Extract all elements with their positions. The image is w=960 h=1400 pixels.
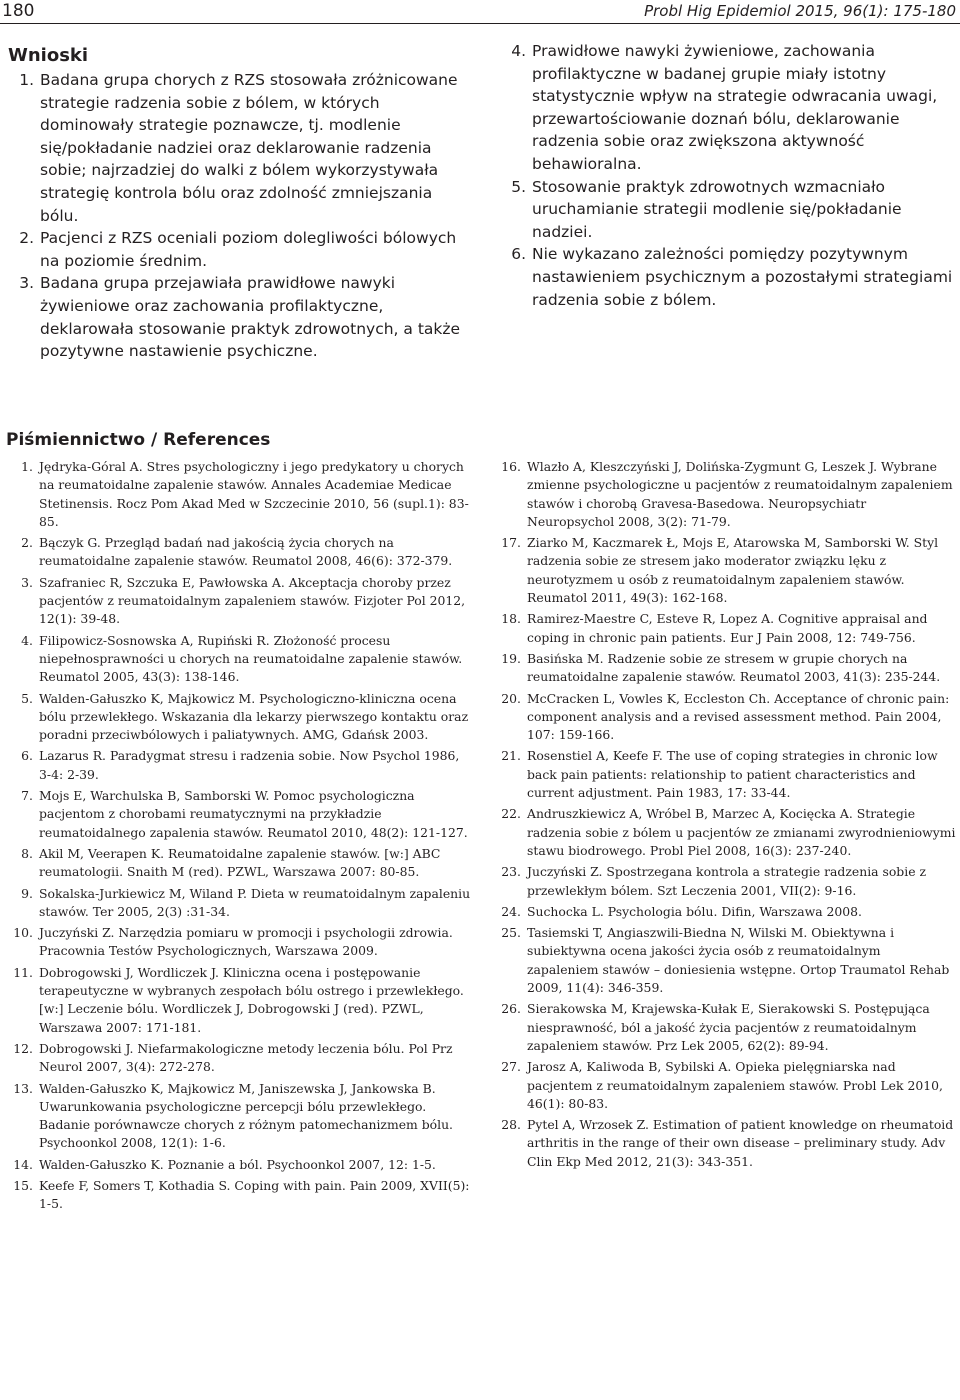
page-header [0,0,960,22]
conclusion-item [500,40,956,176]
reference-text: Jędryka-Góral A. Stres psychologiczny i jego predykatory u chorych na reumatoidalne zapalenie stawów. Annales Academiae Medicae Stetinensis. Rocz Pom Akad Med w Szczecinie 2010, 56 (supl.1): 83-85. [39,459,469,529]
reference-item [6,534,472,571]
conclusion-text: Badana grupa przejawiała prawidłowe nawyki żywieniowe oraz zachowania profilaktyczne, deklarowała stosowanie praktyk zdrowotnych, a także pozytywne nastawienie psychiczne. [40,274,461,361]
reference-number: 21. [501,748,521,764]
reference-number: 26. [501,1001,521,1017]
conclusion-text: Nie wykazano zależności pomiędzy pozytywnym nastawieniem psychicznym a pozostałymi strategiami radzenia sobie z bólem. [532,245,953,309]
reference-item [494,534,956,607]
reference-item [494,458,956,531]
reference-item [494,650,956,687]
conclusions-list-right [500,40,956,311]
reference-item [494,924,956,997]
conclusion-number: 2. [19,229,34,248]
reference-number: 23. [501,864,521,880]
reference-number: 8. [21,845,33,861]
reference-text: Akil M, Veerapen K. Reumatoidalne zapalenie stawów. [w:] ABC reumatologii. Snaith M (red). PZWL, Warszawa 2007: 80-85. [39,845,441,880]
reference-item [6,1156,472,1174]
reference-text: Wlazło A, Kleszczyński J, Dolińska-Zygmunt G, Leszek J. Wybrane zmienne psychologiczne u pacjentów z reumatoidalnym zapaleniem stawów i chorobą Gravesa-Basedowa. Neuropsychiatr Neuropsychol 2008, 3(2): 71-79. [527,459,953,529]
reference-number: 25. [501,925,521,941]
reference-item [6,1177,472,1214]
reference-item [6,632,472,687]
references-column-right [494,458,956,1174]
reference-item [6,1040,472,1077]
reference-text: Suchocka L. Psychologia bólu. Difin, Warszawa 2008. [527,903,862,919]
reference-item [494,690,956,745]
reference-number: 7. [21,788,33,804]
reference-text: Sierakowska M, Krajewska-Kułak E, Sierakowski S. Postępująca niesprawność, ból a jakość życia pacjentów z reumatoidalnym zapaleniem stawów. Prz Lek 2005, 62(2): 89-94. [527,1001,930,1053]
reference-item [6,787,472,842]
conclusion-number: 6. [511,245,526,264]
reference-text: Mojs E, Warchulska B, Samborski W. Pomoc psychologiczna pacjentom z chorobami reumatycznymi na przykładzie reumatoidalnego zapalenia stawów. Reumatol 2010, 48(2): 121-127. [39,788,468,840]
reference-number: 12. [13,1040,33,1056]
reference-item [6,574,472,629]
reference-text: Dobrogowski J, Wordliczek J. Kliniczna ocena i postępowanie terapeutyczne w wybranych zespołach bólu ostrego i przewlekłego. [w:] Leczenie bólu. Wordliczek J, Dobrogowski J (red). PZWL, Warszawa 2007: 171-181. [39,964,464,1035]
reference-text: Lazarus R. Paradygmat stresu i radzenia sobie. Now Psychol 1986, 3-4: 2-39. [39,748,460,782]
reference-text: McCracken L, Vowles K, Eccleston Ch. Acceptance of chronic pain: component analysis and a revised assessment method. Pain 2004, 107: 159-166. [527,690,950,743]
conclusions-column-right [500,40,956,311]
conclusion-text: Pacjenci z RZS oceniali poziom dolegliwości bólowych na poziomie średnim. [40,229,457,270]
conclusions-column-left [8,40,471,363]
reference-text: Basińska M. Radzenie sobie ze stresem w grupie chorych na reumatoidalne zapalenie stawów. Reumatol 2003, 41(3): 235-244. [527,650,941,685]
reference-text: Walden-Gałuszko K, Majkowicz M, Janiszewska J, Jankowska B. Uwarunkowania psychologiczne percepcji bólu przewlekłego. Badanie porównawcze chorych z różnym patomechanizmem bólu. Psychoonkol 2008, 12(1): 1-6. [39,1080,453,1151]
reference-number: 6. [21,748,33,764]
reference-number: 5. [21,690,33,706]
conclusion-number: 1. [19,71,34,89]
reference-number: 15. [13,1177,33,1193]
references-title: Piśmiennictwo / References [6,430,271,451]
reference-number: 18. [501,611,521,627]
reference-number: 11. [13,964,33,980]
page-number: 180 [2,1,35,21]
conclusion-text: Stosowanie praktyk zdrowotnych wzmacniało uruchamianie strategii modlenie się/pokładanie nadziei. [532,177,902,241]
conclusions-title: Wnioski [8,45,89,66]
reference-number: 19. [501,650,521,666]
conclusion-item [8,272,471,362]
conclusion-number: 4. [511,42,526,60]
reference-item [494,805,956,860]
reference-text: Tasiemski T, Angiaszwili-Biedna N, Wilski M. Obiektywna i subiektywna ocena jakości życia osób z reumatoidalnym zapaleniem stawów – doniesienia wstępne. Ortop Traumatol Rehab 2009, 11(4): 346-359. [527,925,950,996]
reference-item [494,903,956,921]
reference-item [6,1080,472,1153]
conclusion-item [500,176,956,244]
reference-number: 24. [501,903,521,919]
reference-text: Ramirez-Maestre C, Esteve R, Lopez A. Cognitive appraisal and coping in chronic pain patients. Eur J Pain 2008, 12: 749-756. [527,611,928,645]
reference-number: 16. [501,459,521,474]
conclusion-number: 3. [19,274,34,293]
reference-text: Walden-Gałuszko K. Poznanie a ból. Psychoonkol 2007, 12: 1-5. [39,1156,436,1172]
reference-number: 22. [501,806,521,822]
reference-text: Rosenstiel A, Keefe F. The use of coping strategies in chronic low back pain patients: relationship to patient characteristics and current adjustment. Pain 1983, 17: 33-44. [527,748,938,801]
reference-item [6,885,472,922]
references-column-left [6,458,472,1217]
conclusion-item [8,227,471,272]
reference-text: Sokalska-Jurkiewicz M, Wiland P. Dieta w reumatoidalnym zapaleniu stawów. Ter 2005, 2(3) :31-34. [39,885,471,919]
reference-item [6,964,472,1037]
reference-number: 28. [501,1117,521,1133]
reference-number: 14. [13,1156,33,1172]
reference-item [494,1058,956,1113]
reference-text: Juczyński Z. Spostrzegana kontrola a strategie radzenia sobie z przewlekłym bólem. Szt Leczenia 2001, VII(2): 9-16. [527,864,926,898]
reference-item [494,610,956,647]
reference-number: 4. [21,632,33,648]
reference-item [6,924,472,961]
reference-number: 3. [21,574,33,590]
reference-number: 9. [21,885,33,901]
reference-text: Walden-Gałuszko K, Majkowicz M. Psychologiczno-kliniczna ocena bólu przewlekłego. Wskazania dla lekarzy pierwszego kontaktu oraz poradni przeciwbólowych i paliatywnych. AMG, Gdańsk 2003. [39,690,469,743]
conclusion-number: 5. [511,177,526,196]
reference-text: Filipowicz-Sosnowska A, Rupiński R. Złożoność procesu niepełnosprawności u chorych na reumatoidalne zapalenie stawów. Reumatol 2005, 43(3): 138-146. [39,632,463,685]
reference-item [6,690,472,745]
reference-item [494,747,956,802]
journal-citation: Probl Hig Epidemiol 2015, 96(1): 175-180 [644,2,956,20]
reference-item [494,863,956,900]
reference-text: Bączyk G. Przegląd badań nad jakością życia chorych na reumatoidalne zapalenie stawów. Reumatol 2008, 46(6): 372-379. [39,535,453,569]
conclusion-item [8,69,471,227]
reference-item [6,458,472,531]
reference-number: 17. [501,535,521,551]
reference-text: Keefe F, Somers T, Kothadia S. Coping with pain. Pain 2009, XVII(5): 1-5. [39,1177,470,1212]
conclusion-text: Badana grupa chorych z RZS stosowała zróżnicowane strategie radzenia sobie z bólem, w których dominowały strategie poznawcze, tj. modlenie się/pokładanie nadziei oraz deklarowanie radzenia sobie; najrzadziej do walki z bólem wykorzystywała strategię kontrola bólu oraz zdolność zmniejszania bólu. [40,71,458,225]
reference-text: Ziarko M, Kaczmarek Ł, Mojs E, Atarowska M, Samborski W. Styl radzenia sobie ze stresem jako moderator związku lęku z neurotyzmem u osób z reumatoidalnym zapaleniem stawów. Reumatol 2011, 49(3): 162-168. [527,535,939,606]
reference-text: Dobrogowski J. Niefarmakologiczne metody leczenia bólu. Pol Prz Neurol 2007, 3(4): 272-278. [39,1040,453,1075]
header-rule [0,23,960,24]
reference-number: 20. [501,690,521,706]
reference-text: Juczyński Z. Narzędzia pomiaru w promocji i psychologii zdrowia. Pracownia Testów Psychologicznych, Warszawa 2009. [39,925,453,959]
conclusion-item [500,243,956,311]
reference-text: Jarosz A, Kaliwoda B, Sybilski A. Opieka pielęgniarska nad pacjentem z reumatoidalnym zapaleniem stawów. Probl Lek 2010, 46(1): 80-83. [527,1059,943,1111]
reference-text: Andruszkiewicz A, Wróbel B, Marzec A, Kocięcka A. Strategie radzenia sobie z bólem u pacjentów ze zmianami zwyrodnieniowymi stawu biodrowego. Probl Piel 2008, 16(3): 237-240. [527,806,956,858]
conclusion-text: Prawidłowe nawyki żywieniowe, zachowania profilaktyczne w badanej grupie miały istotny statystycznie wpływ na strategie odwracania uwagi, przewartościowanie doznań bólu, deklarowanie radzenia sobie oraz zwiększona aktywność behawioralna. [532,42,938,173]
reference-text: Szafraniec R, Szczuka E, Pawłowska A. Akceptacja choroby przez pacjentów z reumatoidalnym zapaleniem stawów. Fizjoter Pol 2012, 12(1): 39-48. [39,574,466,627]
reference-number: 13. [13,1080,33,1096]
reference-item [494,1116,956,1171]
reference-number: 27. [501,1059,521,1075]
reference-text: Pytel A, Wrzosek Z. Estimation of patient knowledge on rheumatoid arthritis in the range of their own disease – preliminary study. Adv Clin Ekp Med 2012, 21(3): 343-351. [527,1117,954,1169]
reference-number: 2. [21,535,33,551]
reference-item [6,845,472,882]
reference-number: 10. [13,925,33,941]
reference-number: 1. [21,459,33,474]
conclusions-list-left [8,69,471,363]
reference-item [6,747,472,784]
reference-item [494,1000,956,1055]
